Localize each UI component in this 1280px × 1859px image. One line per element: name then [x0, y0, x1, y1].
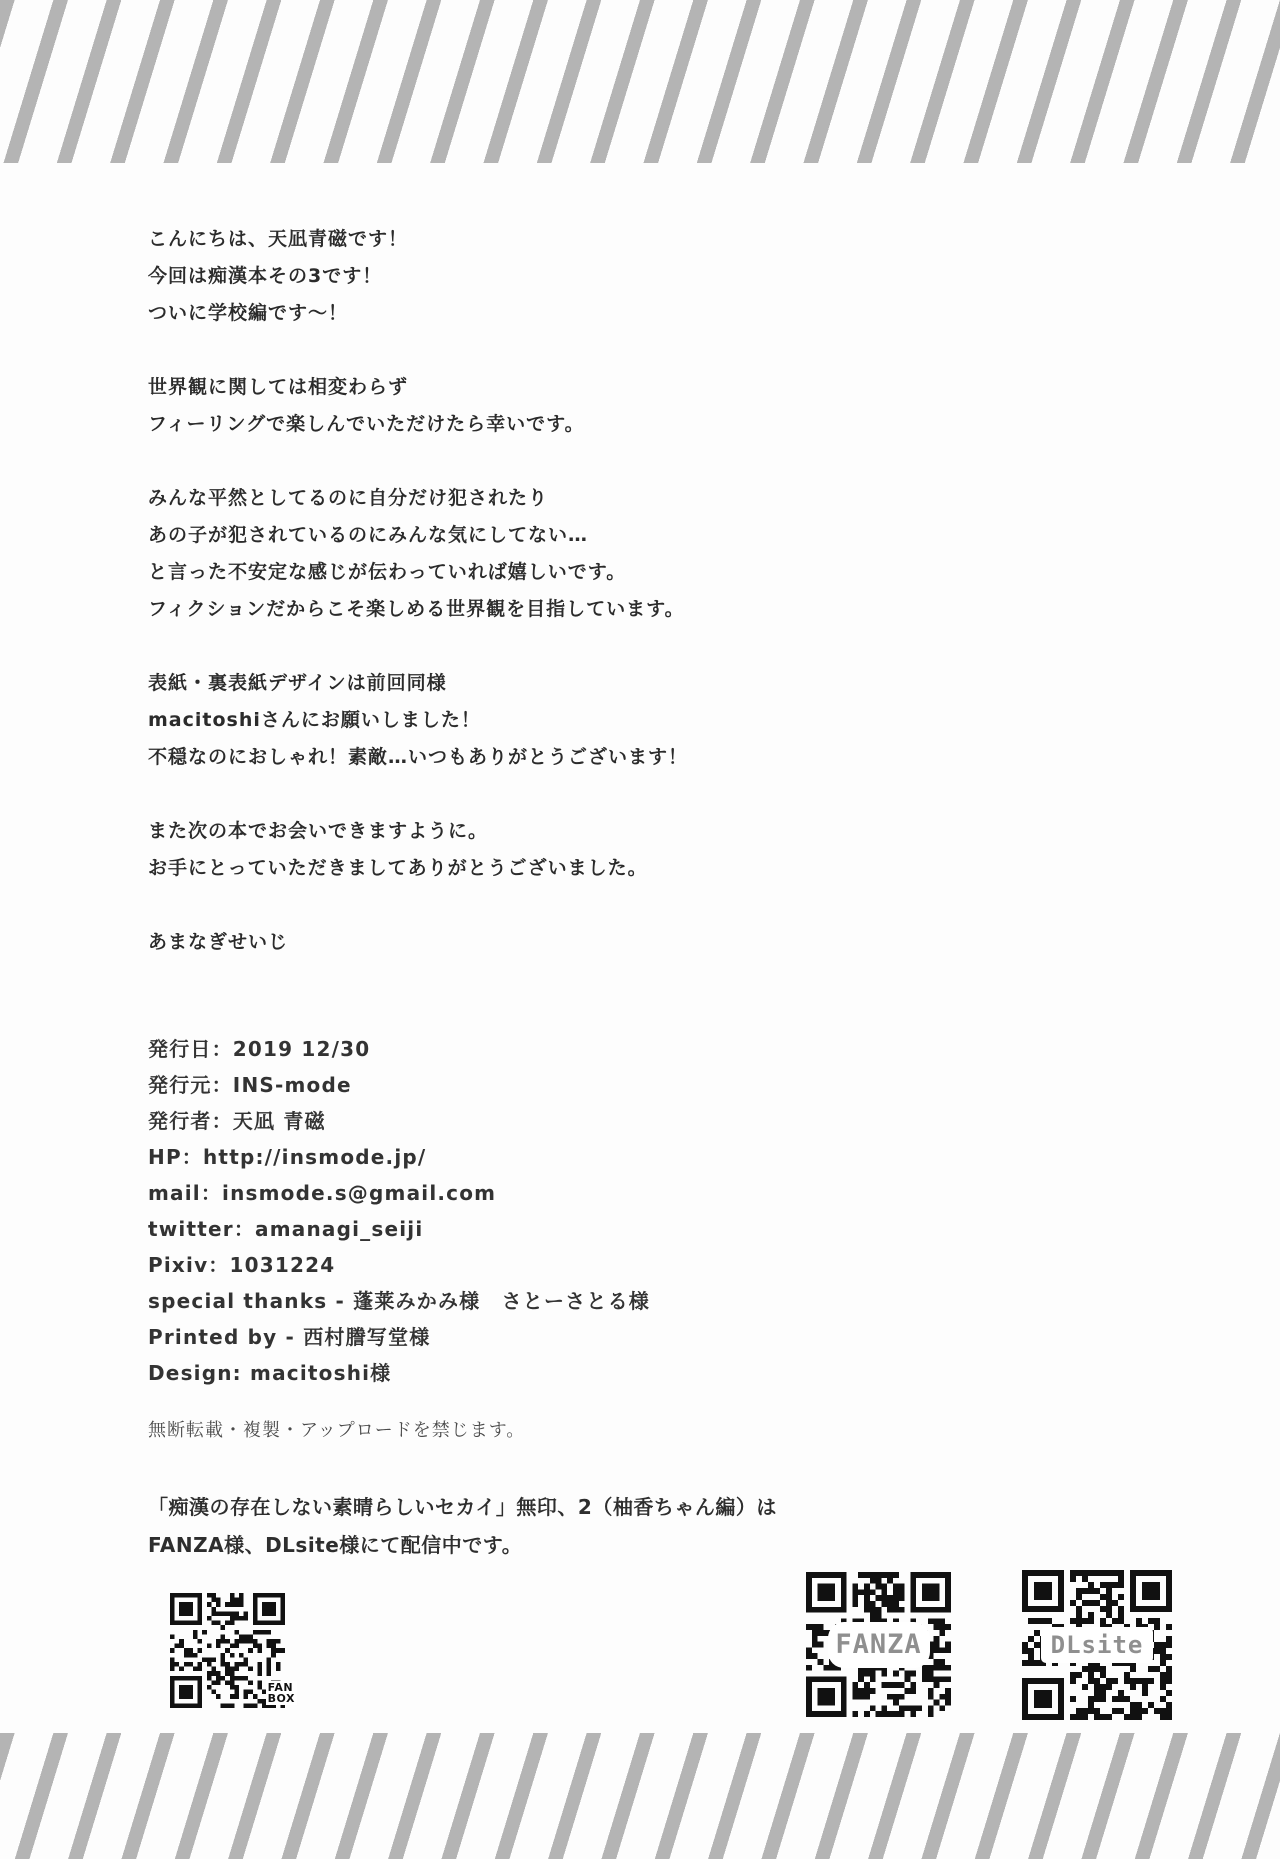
afterword-line: あの子が犯されているのにみんな気にしてない…	[148, 524, 589, 546]
afterword-line: ついに学校編です～！	[148, 302, 349, 324]
store-promo	[148, 1488, 777, 1564]
fanza-qr-code	[806, 1572, 951, 1717]
top-stripe-band	[0, 0, 1280, 163]
afterword-line: こんにちは、天凪青磁です！	[148, 228, 409, 250]
afterword-line: みんな平然としてるのに自分だけ犯されたり	[148, 487, 549, 509]
fanbox-label-line2: BOX	[267, 1692, 295, 1705]
afterword-line: あまなぎせいじ	[148, 931, 289, 953]
afterword-line: 世界観に関しては相変わらず	[148, 376, 409, 398]
promo-line-1: 「痴漢の存在しない素晴らしいセカイ」無印、2（柚香ちゃん編）は	[148, 1495, 777, 1519]
bottom-stripe-band	[0, 1733, 1280, 1859]
afterword-line: 不穏なのにおしゃれ！素敵…いつもありがとうございます！	[148, 746, 689, 768]
publication-info-line: 発行者：天凪 青磁	[148, 1109, 326, 1133]
afterword-line	[148, 443, 688, 480]
publication-info-line: mail：insmode.s@gmail.com	[148, 1181, 497, 1205]
afterword-line: フィクションだからこそ楽しめる世界観を目指しています。	[148, 598, 685, 620]
copyright-notice: 無断転載・複製・アップロードを禁じます。	[148, 1420, 526, 1441]
publication-info-line: 発行日：2019 12/30	[148, 1037, 371, 1061]
afterword-line	[148, 887, 688, 924]
afterword-line: また次の本でお会いできますように。	[148, 820, 489, 842]
afterword-line: 表紙・裏表紙デザインは前回同様	[148, 672, 447, 694]
afterword-line: フィーリングで楽しんでいただけたら幸いです。	[148, 413, 585, 435]
dlsite-qr-label: DLsite	[1041, 1627, 1153, 1663]
afterword-line	[148, 332, 688, 369]
afterword-line: 今回は痴漢本その3です！	[148, 265, 383, 287]
afterword-line	[148, 628, 688, 665]
promo-line-2: FANZA様、DLsite様にて配信中です。	[148, 1533, 523, 1557]
afterword-line: お手にとっていただきましてありがとうございました。	[148, 857, 648, 879]
fanza-qr-label: FANZA	[828, 1622, 930, 1668]
publication-info-line: twitter：amanagi_seiji	[148, 1217, 424, 1241]
afterword-line: macitoshiさんにお願いしました！	[148, 709, 481, 731]
publication-info-line: Printed by - 西村謄写堂様	[148, 1325, 431, 1349]
dlsite-qr-code	[1022, 1570, 1172, 1720]
afterword-text	[148, 221, 688, 961]
fanbox-label-line1: FAN	[267, 1681, 294, 1694]
fanbox-qr-label	[266, 1681, 297, 1705]
afterword-line: と言った不安定な感じが伝わっていれば嬉しいです。	[148, 561, 627, 583]
fanbox-qr-code	[170, 1593, 295, 1708]
publication-info-line: Pixiv：1031224	[148, 1253, 336, 1277]
afterword-line	[148, 776, 688, 813]
publication-info-line: Design: macitoshi様	[148, 1361, 392, 1385]
publication-info	[148, 1031, 650, 1391]
publication-info-line: HP：http://insmode.jp/	[148, 1145, 427, 1169]
publication-info-line: 発行元：INS-mode	[148, 1073, 352, 1097]
publication-info-line: special thanks - 蓬莱みかみ様 さとーさとる様	[148, 1289, 650, 1313]
